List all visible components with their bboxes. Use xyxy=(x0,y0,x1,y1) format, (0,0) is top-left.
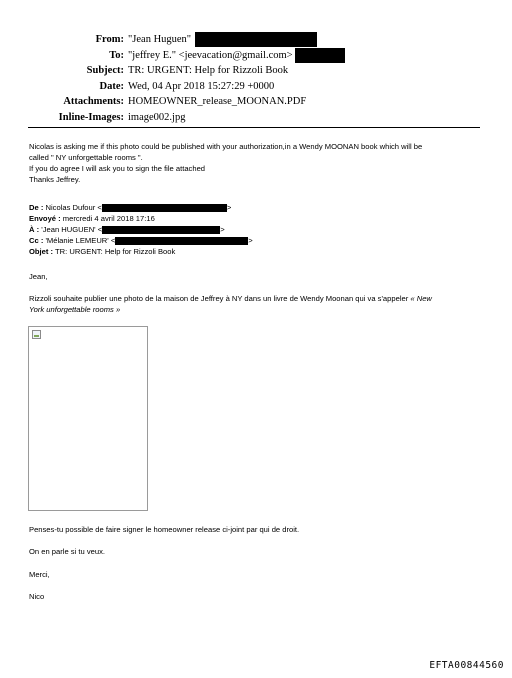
to-label: To: xyxy=(109,49,124,61)
fwd-envoye-row xyxy=(29,213,489,224)
from-label: From: xyxy=(95,34,124,45)
fwd-envoye-label: Envoyé : xyxy=(29,214,61,223)
header-subject-row xyxy=(0,63,512,79)
message-line: called " NY unforgettable rooms ". xyxy=(29,153,143,162)
fwd-cc-value: 'Mélanie LEMEUR' < xyxy=(45,236,116,245)
book-title-start: « New xyxy=(410,294,432,303)
para1-text: Rizzoli souhaite publier une photo de la maison de Jeffrey à NY dans un livre de Wendy Moonan qui va s'appeler xyxy=(29,294,411,303)
header-inline-images-row xyxy=(0,110,512,126)
date-label: Date: xyxy=(99,80,124,92)
inline-images-label: Inline-Images: xyxy=(58,111,124,123)
book-title-end: York unforgettable rooms » xyxy=(29,305,121,314)
document-id: EFTA00844560 xyxy=(429,660,504,671)
fwd-a-close: > xyxy=(220,225,225,234)
fwd-objet-row xyxy=(29,246,489,257)
attachments-label: Attachments: xyxy=(63,96,124,107)
redaction-bar xyxy=(102,204,227,212)
fwd-cc-label: Cc : xyxy=(29,236,44,245)
french-paragraph-1 xyxy=(29,293,489,315)
fwd-de-close: > xyxy=(226,203,232,212)
header-date-row xyxy=(0,79,512,95)
to-value: "jeffrey E." <jeevacation@gmail.com> xyxy=(128,48,345,64)
header-attachments-row xyxy=(0,94,512,110)
forwarded-header xyxy=(29,202,489,257)
fwd-de-value: Nicolas Dufour < xyxy=(45,203,102,212)
message-line: If you do agree I will ask you to sign the file attached xyxy=(29,164,206,173)
message-body xyxy=(29,141,489,185)
closing-text: Merci, xyxy=(29,570,50,579)
fwd-envoye-value: mercredi 4 avril 2018 17:16 xyxy=(62,214,155,223)
redaction-bar xyxy=(195,32,317,47)
header-to-row xyxy=(0,48,512,64)
fwd-de-label: De : xyxy=(29,203,44,212)
french-paragraph-3: On en parle si tu veux. xyxy=(29,547,105,556)
inline-image-placeholder[interactable] xyxy=(28,326,148,511)
french-paragraph-2: Penses-tu possible de faire signer le homeowner release ci-joint par qui de droit. xyxy=(29,525,300,534)
message-line: Thanks Jeffrey. xyxy=(29,175,81,184)
fwd-cc-close: > xyxy=(248,236,253,245)
fwd-cc-row xyxy=(29,235,489,246)
inline-images-value: image002.jpg xyxy=(128,111,186,123)
fwd-objet-label: Objet : xyxy=(29,247,54,256)
email-header xyxy=(0,32,512,125)
redaction-bar xyxy=(102,226,220,234)
subject-label: Subject: xyxy=(86,65,124,76)
french-paragraph-1-line-1 xyxy=(29,293,489,304)
header-from-row xyxy=(0,32,512,48)
date-value: Wed, 04 Apr 2018 15:27:29 +0000 xyxy=(128,80,275,92)
signature-text: Nico xyxy=(29,592,45,601)
fwd-objet-value: TR: URGENT: Help for Rizzoli Book xyxy=(55,247,176,256)
header-divider xyxy=(28,127,480,128)
redaction-bar xyxy=(295,48,345,63)
message-line: Nicolas is asking me if this photo could be published with your authorization,in a Wendy MOONAN book which will be xyxy=(29,142,423,151)
from-value: "Jean Huguen" xyxy=(128,32,317,48)
subject-value: TR: URGENT: Help for Rizzoli Book xyxy=(128,65,289,76)
attachments-value[interactable]: HOMEOWNER_release_MOONAN.PDF xyxy=(128,96,307,107)
french-greeting: Jean, xyxy=(29,272,48,281)
fwd-a-row xyxy=(29,224,489,235)
fwd-de-row xyxy=(29,202,489,213)
broken-image-icon xyxy=(32,330,41,339)
redaction-bar xyxy=(115,237,248,245)
fwd-a-label: À : xyxy=(29,225,40,234)
fwd-a-value: 'Jean HUGUEN' < xyxy=(41,225,103,234)
